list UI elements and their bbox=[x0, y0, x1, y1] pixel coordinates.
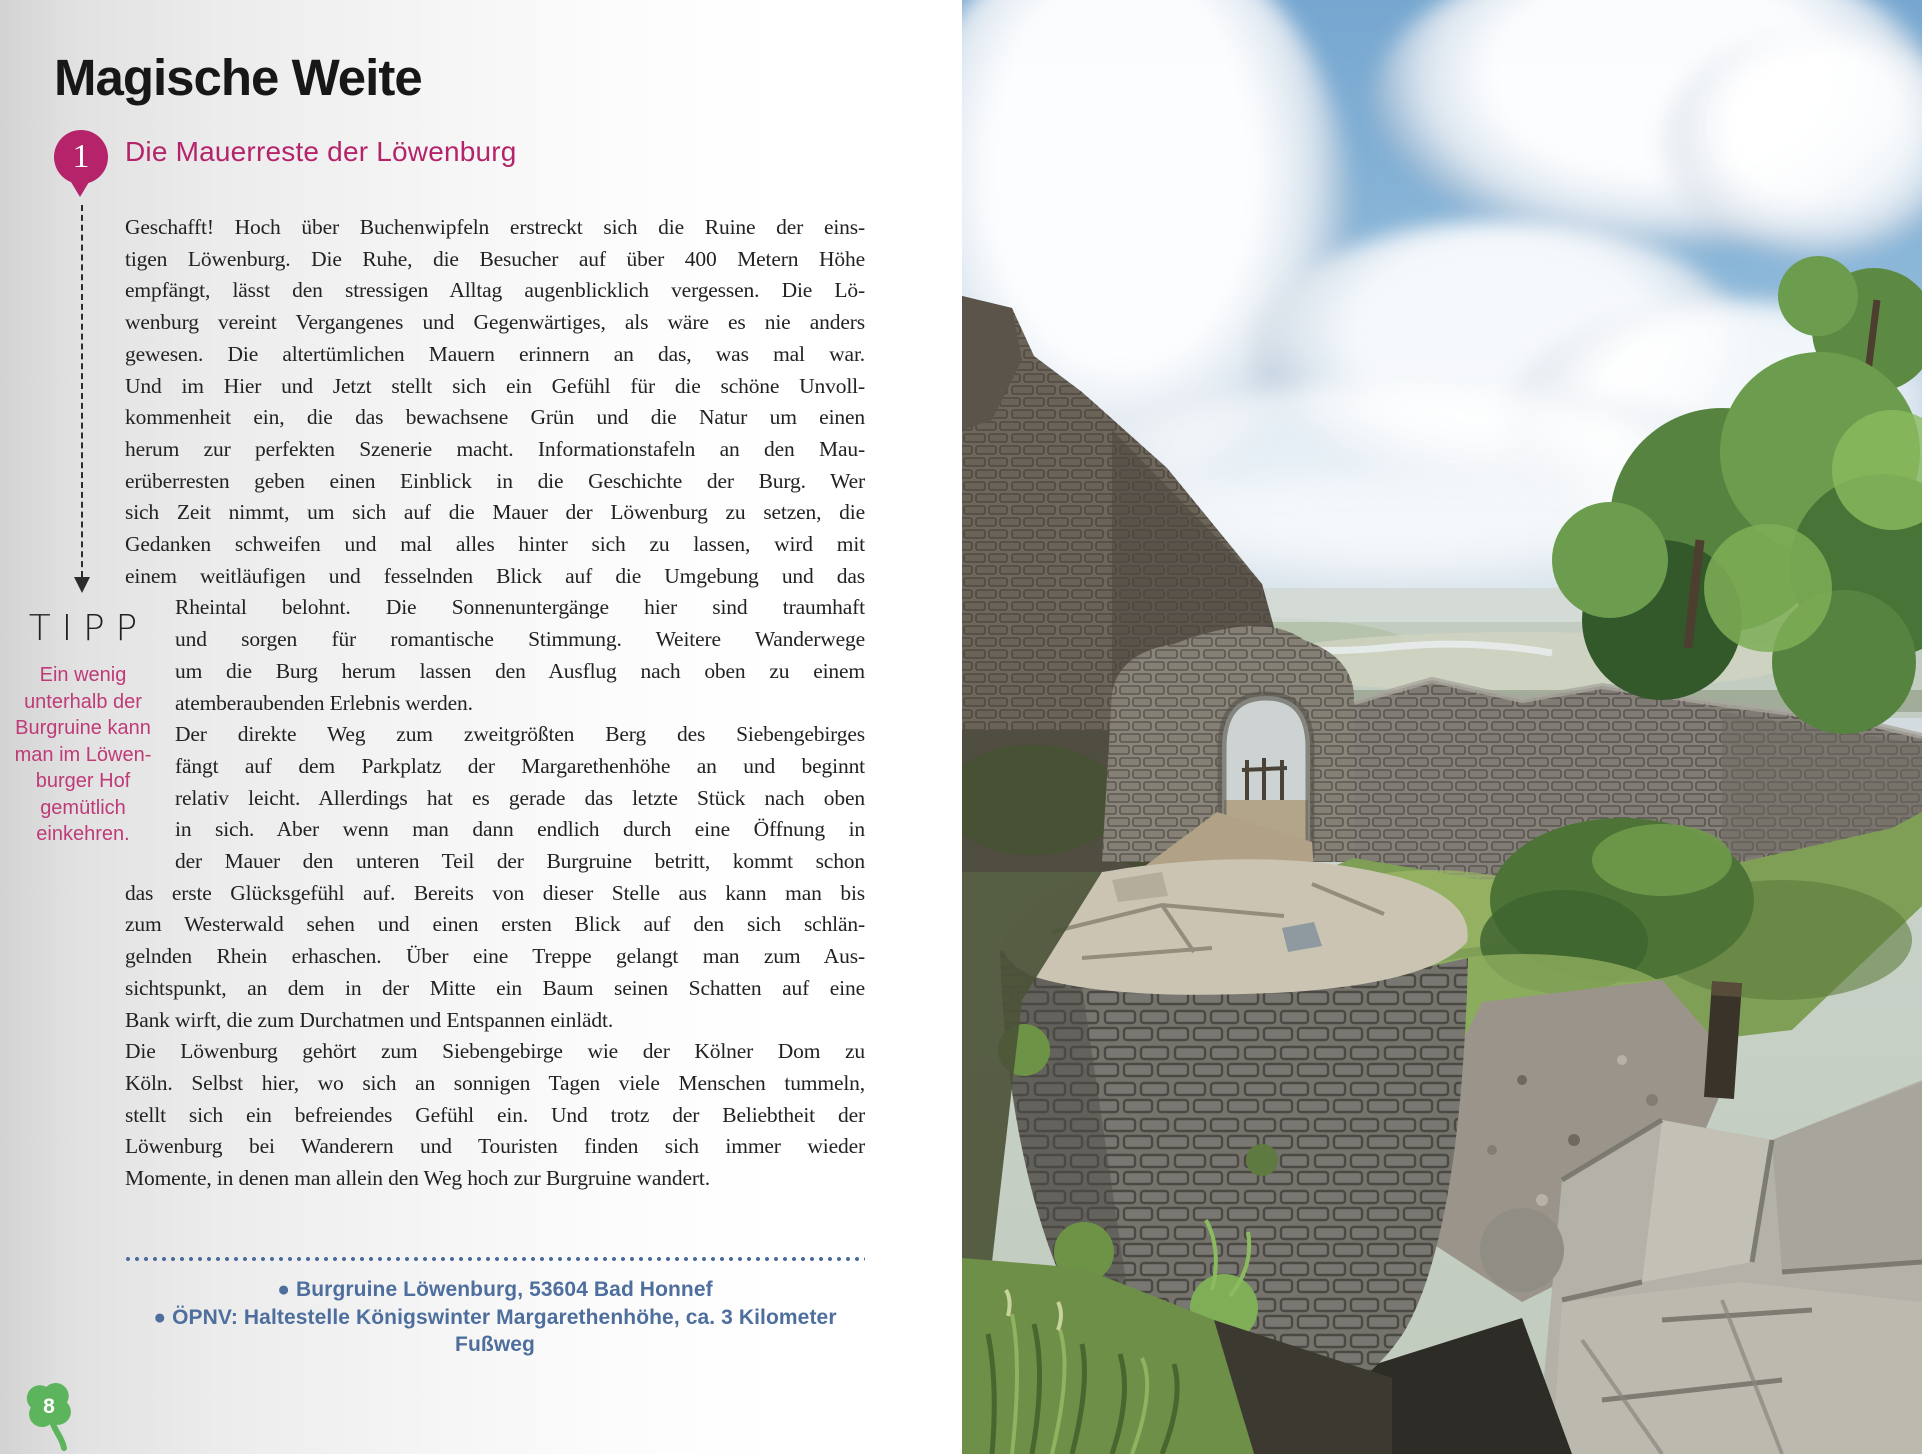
article-line: herum zur perfekten Szenerie macht. Informationstafeln an den Mau- bbox=[125, 436, 865, 461]
article-line: Und im Hier und Jetzt stellt sich ein Gefühl für die schöne Unvoll- bbox=[125, 373, 865, 398]
tip-line: Burgruine kann bbox=[15, 717, 151, 739]
article-line: sich Zeit nimmt, um sich auf die Mauer der Löwenburg zu setzen, die bbox=[125, 500, 865, 525]
article-line: Die Löwenburg gehört zum Siebengebirge wie der Kölner Dom zu bbox=[125, 1039, 865, 1064]
article-line: sichtspunkt, an dem in der Mitte ein Baum seinen Schatten auf eine bbox=[125, 975, 865, 1000]
article-line: der Mauer den unteren Teil der Burgruine betritt, kommt schon bbox=[175, 849, 865, 874]
gateway-arch bbox=[1102, 626, 1354, 886]
article-line: um die Burg herum lassen den Ausflug nach oben zu einem bbox=[175, 658, 865, 683]
article-line: Der direkte Weg zum zweitgrößten Berg des Siebengebirges bbox=[175, 722, 865, 747]
article-line: tigen Löwenburg. Die Ruhe, die Besucher auf über 400 Metern Höhe bbox=[125, 246, 865, 271]
photo-loewenburg-ruins bbox=[962, 0, 1922, 1454]
article-line: gelnden Rhein erhaschen. Über eine Treppe gelangt man zum Aus- bbox=[125, 944, 865, 969]
visitor-info bbox=[125, 1276, 865, 1359]
article-line: wenburg vereint Vergangenes und Gegenwärtiges, als wäre es nie anders bbox=[125, 310, 865, 335]
info-line: ● ÖPNV: Haltestelle Königswinter Margarethenhöhe, ca. 3 Kilometer Fußweg bbox=[153, 1305, 837, 1356]
article-line: empfängt, lässt den stressigen Alltag augenblicklich vergessen. Die Lö- bbox=[125, 278, 865, 303]
entry-number-pin bbox=[54, 130, 108, 184]
clover-stem bbox=[53, 1424, 64, 1448]
tip-line: gemütlich bbox=[40, 796, 126, 819]
article-line: erüberresten geben einen Einblick in die Geschichte der Burg. Wer bbox=[125, 468, 865, 493]
article-line: Momente, in denen man allein den Weg hoch zur Burgruine wandert. bbox=[125, 1166, 710, 1191]
page-number: 8 bbox=[43, 1395, 55, 1418]
arrow-down-icon bbox=[74, 577, 90, 593]
article-line: Löwenburg bei Wanderern und Touristen finden sich immer wieder bbox=[125, 1134, 865, 1159]
entry-subtitle: Die Mauerreste der Löwenburg bbox=[125, 136, 517, 167]
article-line: Köln. Selbst hier, wo sich an sonnigen Tagen viele Menschen tummeln, bbox=[125, 1070, 865, 1095]
entry-number: 1 bbox=[72, 138, 90, 175]
article-line: einem weitläufigen und fesselnden Blick auf die Umgebung und das bbox=[125, 563, 865, 588]
article-line: Rheintal belohnt. Die Sonnenuntergänge hier sind traumhaft bbox=[175, 595, 865, 620]
article-line: Gedanken schweifen und mal alles hinter sich zu lassen, wird mit bbox=[125, 532, 865, 557]
page-number-clover bbox=[20, 1380, 78, 1452]
article-line: Geschafft! Hoch über Buchenwipfeln erstreckt sich die Ruine der eins- bbox=[125, 215, 865, 239]
tip-heading: TIPP bbox=[28, 608, 149, 649]
tip-line: man im Löwen- bbox=[14, 743, 152, 766]
article-line: und sorgen für romantische Stimmung. Weitere Wanderwege bbox=[175, 627, 865, 652]
article-line: relativ leicht. Allerdings hat es gerade das letzte Stück nach oben bbox=[175, 785, 865, 810]
article-line: kommenheit ein, die das bewachsene Grün und die Natur um einen bbox=[125, 405, 865, 430]
article-line: das erste Glücksgefühl auf. Bereits von dieser Stelle aus kann man bis bbox=[125, 880, 865, 905]
article-body bbox=[125, 212, 865, 1195]
article-line: stellt sich ein befreiendes Gefühl ein. Und trotz der Beliebtheit der bbox=[125, 1102, 865, 1127]
page-title: Magische Weite bbox=[54, 49, 422, 106]
article-line: in sich. Aber wenn man dann endlich durch eine Öffnung in bbox=[175, 817, 865, 842]
dotted-separator bbox=[125, 1256, 865, 1262]
dashed-connector-line bbox=[81, 205, 83, 577]
tip-line: einkehren. bbox=[36, 823, 130, 845]
tip-line: unterhalb der bbox=[24, 690, 142, 713]
article-line: Bank wirft, die zum Durchatmen und Entspannen einlädt. bbox=[125, 1007, 614, 1032]
tip-line: burger Hof bbox=[35, 770, 131, 792]
article-line: zum Westerwald sehen und einen ersten Blick auf den sich schlän- bbox=[125, 912, 865, 937]
info-line: ● Burgruine Löwenburg, 53604 Bad Honnef bbox=[277, 1278, 713, 1301]
tip-line: Ein wenig bbox=[39, 664, 127, 686]
article-line: fängt auf dem Parkplatz der Margarethenhöhe an und beginnt bbox=[175, 753, 865, 778]
article-line: gewesen. Die altertümlichen Mauern erinnern an das, was mal war. bbox=[125, 341, 865, 366]
article-line: atemberaubenden Erlebnis werden. bbox=[175, 690, 473, 715]
